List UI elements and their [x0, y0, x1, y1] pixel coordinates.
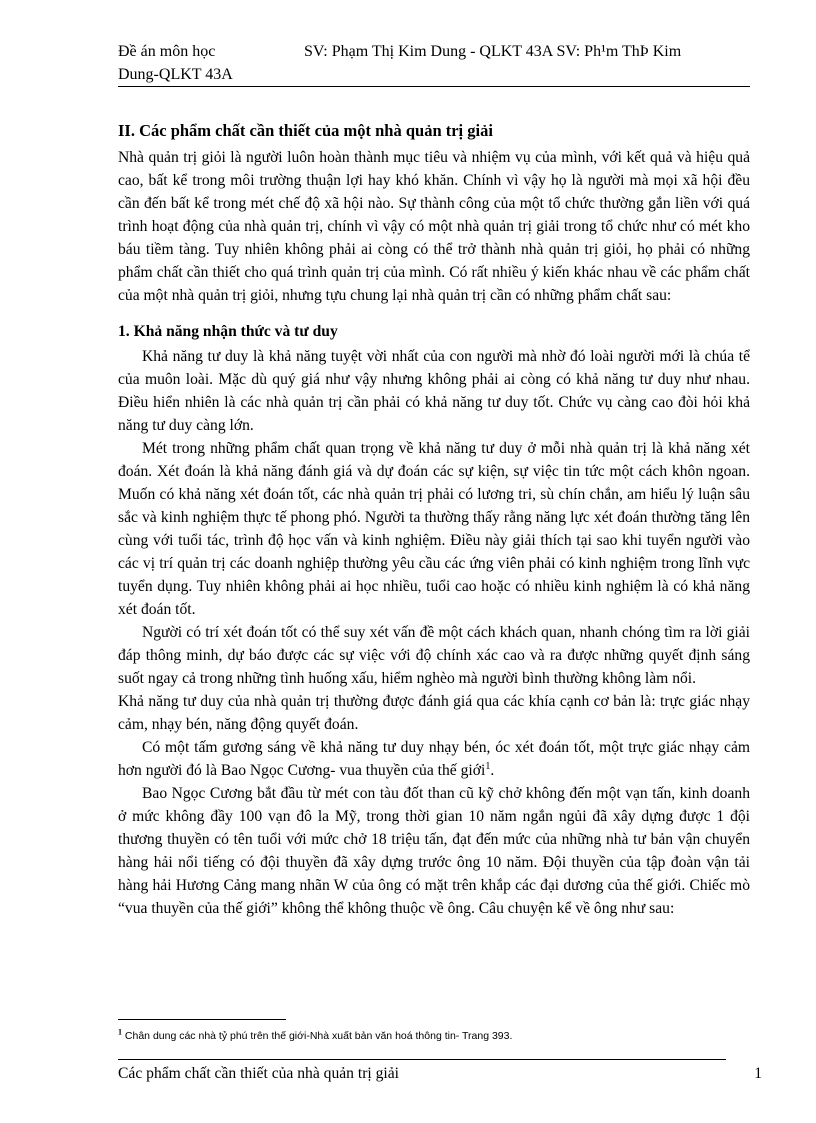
paragraph	[118, 736, 750, 782]
footnote-text: Chân dung các nhà tỷ phú trên thế giới-Nhà xuất bản văn hoá thông tin- Trang 393.	[124, 1030, 513, 1042]
footer-title: Các phẩm chất cần thiết của nhà quản trị giải	[118, 1065, 400, 1082]
header-course: Đề án môn học	[118, 43, 216, 60]
paragraph-end: .	[490, 762, 495, 779]
footnote-mark: 1	[118, 1027, 122, 1037]
paragraph-text: Có một tấm gương sáng về khả năng tư duy nhạy bén, óc xét đoán tốt, một trực giác nhạy cảm hơn người đó là Bao Ngọc Cương- vua thuyền của thế giới	[118, 739, 750, 779]
paragraph: Khả năng tư duy của nhà quản trị thường được đánh giá qua các khía cạnh cơ bản là: trực giác nhạy cảm, nhạy bén, năng động quyết đoán.	[118, 693, 750, 733]
paragraph: Người có trí xét đoán tốt có thể suy xét vấn đề một cách khách quan, nhanh chóng tìm ra lời giải đáp thông minh, dự báo được các sự việc với độ chính xác cao và ra được những quyết định sáng suốt ngay cả trong những tình huống xấu, hiểm nghèo mà người bình thường không làm nổi.	[118, 624, 750, 687]
page-header	[118, 38, 750, 87]
paragraph: Mét trong những phẩm chất quan trọng về khả năng tư duy ở mỗi nhà quản trị là khả năng xét đoán. Xét đoán là khả năng đánh giá và dự đoán các sự kiện, sự việc tin tức một cách khôn ngoan. Muốn có khả năng xét đoán tốt, các nhà quản trị phải có lương tri, sù chín chắn, am hiểu lý luận sâu sắc và kinh nghiệm thực tế phong phó. Người ta thường thấy rằng năng lực xét đoán thường tăng lên cùng với tuổi tác, trình độ học vấn và kinh nghiệm. Điều này giải thích tại sao khi tuyển người vào các vị trí quản trị các doanh nghiệp thường yêu cầu các ứng viên phải có kinh nghiệm trong lĩnh vực tuyển dụng. Tuy nhiên không phải ai học nhiều, tuổi cao hoặc có nhiều kinh nghiệm là có khả năng xét đoán tốt.	[118, 440, 750, 618]
footnote	[118, 1029, 512, 1043]
paragraph: Bao Ngọc Cương bắt đầu từ mét con tàu đốt than cũ kỹ chở không đến một vạn tấn, kinh doanh ở mức không đầy 100 vạn đô la Mỹ, trong thời gian 10 năm ngắn ngủi đã xây dựng được 1 đội thương thuyền có tên tuổi với mức chở 18 triệu tấn, đạt đến mức của những nhà tư bản vận chuyển hàng hải nổi tiếng có đội thuyền đã xây dựng trước ông 10 năm. Đội thuyền của tập đoàn vận tải hàng hải Hương Cảng mang nhãn W của ông có mặt trên khắp các đại dương của thế giới. Chiếc mò “vua thuyền của thế giới” không thể không thuộc về ông. Câu chuyện kể về ông như sau:	[118, 785, 750, 917]
page-footer	[118, 1063, 762, 1085]
section-intro: Nhà quản trị giỏi là người luôn hoàn thành mục tiêu và nhiệm vụ của mình, với kết quả và hiệu quả cao, bất kể trong môi trường thuận lợi hay khó khăn. Chính vì vậy họ là người mà mọi xã hội đều cần đến bất kể trong mét chế độ xã hội nào. Sự thành công của một tổ chức thường gắn liền với quá trình hoạt động của nhà quản trị, chính vì vậy có một nhà quản trị giải trong tổ chức như có mét kho báu tiềm tàng. Tuy nhiên không phải ai còng có thể trở thành nhà quản trị giỏi, họ phải có những phẩm chất cần thiết cho quá trình quản trị của mình. Có rất nhiều ý kiến khác nhau về các phẩm chất của một nhà quản trị giỏi, nhưng tựu chung lại nhà quản trị cần có những phẩm chất sau:	[118, 149, 750, 304]
footnote-divider	[118, 1019, 286, 1020]
header-student: SV: Phạm Thị Kim Dung - QLKT 43A SV: Ph¹m ThÞ Kim	[304, 43, 682, 60]
section-title: II. Các phẩm chất cần thiết của một nhà quản trị giải	[118, 121, 493, 140]
main-content	[118, 120, 750, 920]
paragraph: Khả năng tư duy là khả năng tuyệt vời nhất của con người mà nhờ đó loài người mới là chúa tể của muôn loài. Mặc dù quý giá như vậy nhưng không phải ai còng có khả năng tư duy như nhau. Điều hiển nhiên là các nhà quản trị cần phải có khả năng tư duy tốt. Chức vụ càng cao đòi hỏi khả năng tư duy càng lớn.	[118, 348, 750, 434]
header-left	[118, 40, 288, 86]
page-number: 1	[754, 1065, 762, 1082]
footer-divider	[118, 1059, 726, 1060]
subsection-title: 1. Khả năng nhận thức và tư duy	[118, 323, 338, 340]
header-class: Dung-QLKT 43A	[118, 66, 233, 83]
footnote-reference[interactable]: 1	[485, 760, 491, 772]
